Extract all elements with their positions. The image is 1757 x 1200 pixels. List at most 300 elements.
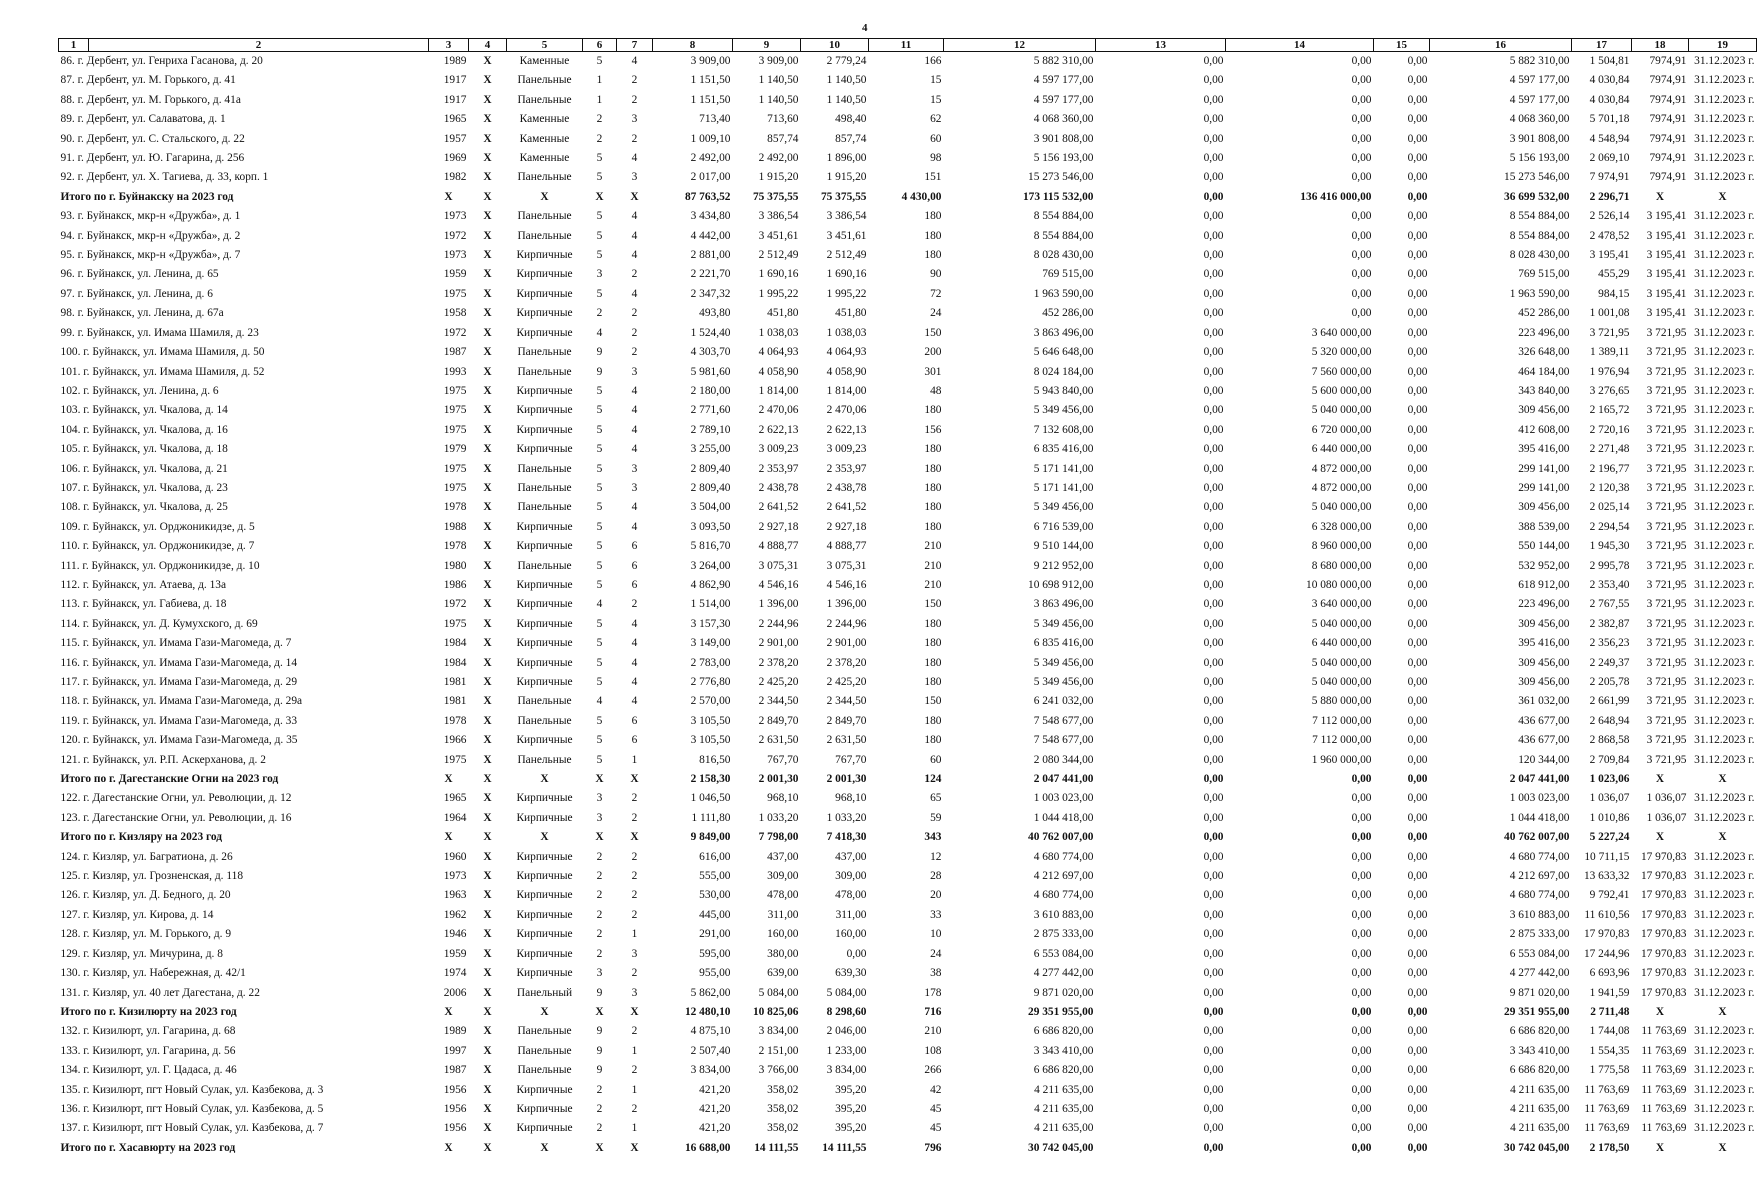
table-cell: 180	[924, 714, 942, 727]
table-cell: Кирпичные	[516, 326, 573, 339]
table-cell: 1973	[443, 870, 467, 883]
table-cell: 0,00	[1407, 792, 1428, 805]
address-cell: 109. г. Буйнакск, ул. Орджоникидзе, д. 5	[60, 520, 255, 533]
table-cell: 31.12.2023 г.	[1694, 287, 1755, 300]
table-cell: X	[1655, 1005, 1665, 1018]
table-cell: 9	[596, 1025, 603, 1038]
table-cell: 12	[930, 850, 942, 863]
table-cell: 6	[631, 559, 638, 572]
table-cell: 10 711,15	[1584, 850, 1630, 863]
table-cell: 3	[631, 113, 638, 126]
table-cell: 4 442,00	[690, 229, 731, 242]
table-cell: 5	[596, 249, 603, 262]
table-cell: 1 690,16	[758, 268, 799, 281]
table-cell: 3 009,23	[758, 443, 799, 456]
table-cell: X	[630, 1141, 639, 1154]
table-cell: 1 814,00	[758, 384, 799, 397]
table-cell: 3 451,61	[758, 229, 799, 242]
table-cell: 3 721,95	[1646, 326, 1687, 339]
table-cell: 5 171 141,00	[1033, 462, 1094, 475]
table-cell: 2 249,37	[1589, 656, 1630, 669]
table-cell: 8 680 000,00	[1311, 559, 1372, 572]
table-cell: X	[630, 773, 639, 786]
table-cell: 0,00	[1407, 462, 1428, 475]
address-cell: 124. г. Кизляр, ул. Багратиона, д. 26	[60, 850, 233, 863]
table-cell: 445,00	[699, 908, 731, 921]
table-cell: 1 036,07	[1646, 811, 1687, 824]
table-cell: X	[444, 831, 453, 844]
table-cell: 5 646 648,00	[1033, 346, 1094, 359]
table-cell: 2 165,72	[1589, 404, 1630, 417]
table-cell: 6 835 416,00	[1033, 443, 1094, 456]
table-cell: 1972	[443, 326, 467, 339]
table-cell: 3 009,23	[826, 443, 867, 456]
table-cell: 0,00	[1203, 443, 1224, 456]
table-cell: 1 003 023,00	[1033, 792, 1094, 805]
table-cell: 31.12.2023 г.	[1694, 481, 1755, 494]
table-cell: 5 040 000,00	[1311, 656, 1372, 669]
table-cell: 3 195,41	[1646, 249, 1687, 262]
table-cell: 6 835 416,00	[1033, 637, 1094, 650]
table-cell: 7 548 677,00	[1033, 734, 1094, 747]
table-cell: 2 047 441,00	[1509, 773, 1570, 786]
table-cell: 0,00	[1351, 870, 1372, 883]
table-row	[59, 110, 1757, 129]
table-cell: 15	[930, 74, 942, 87]
table-cell: Кирпичные	[516, 792, 573, 805]
table-cell: 1975	[443, 481, 467, 494]
column-header: 1	[59, 39, 89, 52]
table-cell: 1917	[443, 74, 467, 87]
table-cell: 3 721,95	[1589, 326, 1630, 339]
table-cell: 9	[596, 365, 603, 378]
table-cell: 2	[631, 1102, 638, 1115]
table-cell: 1 504,81	[1589, 55, 1630, 67]
table-cell: 0,00	[1407, 132, 1428, 145]
table-cell: 2 001,30	[826, 773, 867, 786]
table-cell: 31.12.2023 г.	[1694, 928, 1755, 941]
table-cell: 151	[924, 171, 942, 184]
table-cell: 0,00	[1203, 986, 1224, 999]
address-cell: 88. г. Дербент, ул. М. Горького, д. 41а	[60, 93, 241, 106]
table-cell: 3 093,50	[690, 520, 731, 533]
table-cell: 2 492,00	[690, 152, 731, 165]
table-row	[59, 595, 1757, 614]
column-header: 19	[1689, 39, 1757, 52]
table-cell: 4	[631, 443, 638, 456]
table-cell: 31.12.2023 г.	[1694, 714, 1755, 727]
table-row	[59, 363, 1757, 382]
table-cell: 87 763,52	[684, 190, 731, 203]
table-cell: 2 425,20	[758, 676, 799, 688]
table-cell: 1989	[443, 55, 467, 67]
table-cell: 3 721,95	[1646, 637, 1687, 650]
table-cell: 2 809,40	[690, 462, 731, 475]
table-cell: 0,00	[1407, 850, 1428, 863]
table-cell: 3 909,00	[690, 55, 731, 67]
table-cell: 493,80	[699, 307, 731, 320]
table-row	[59, 1061, 1757, 1080]
subtotal-row	[59, 1003, 1757, 1022]
table-cell: 0,00	[1203, 404, 1224, 417]
column-header: 15	[1374, 39, 1430, 52]
table-cell: 9	[596, 1064, 603, 1077]
table-cell: 7974,91	[1649, 55, 1687, 67]
page-number: 4	[862, 22, 868, 34]
table-cell: 5	[596, 443, 603, 456]
table-cell: 1981	[443, 695, 467, 708]
table-cell: X	[483, 734, 492, 747]
table-row	[59, 673, 1757, 692]
table-cell: 1980	[443, 559, 467, 572]
table-cell: 3 640 000,00	[1311, 326, 1372, 339]
table-cell: Кирпичные	[516, 540, 573, 553]
table-cell: Панельные	[517, 481, 572, 494]
table-cell: 713,60	[767, 113, 799, 126]
table-row	[59, 498, 1757, 517]
table-cell: 180	[924, 617, 942, 630]
table-cell: 15 273 546,00	[1504, 171, 1570, 184]
address-cell: 133. г. Кизилюрт, ул. Гагарина, д. 56	[60, 1044, 236, 1057]
table-cell: 0,00	[1407, 404, 1428, 417]
table-cell: 9	[596, 346, 603, 359]
table-cell: 2 438,78	[758, 481, 799, 494]
table-cell: 3 863 496,00	[1033, 326, 1094, 339]
table-cell: 17 970,83	[1640, 928, 1687, 941]
table-row	[59, 227, 1757, 246]
table-cell: 24	[930, 307, 942, 320]
column-header: 16	[1430, 39, 1572, 52]
table-cell: 11 610,56	[1584, 908, 1630, 921]
table-cell: Панельные	[517, 462, 572, 475]
table-cell: 4 862,90	[690, 578, 731, 591]
table-cell: 421,20	[699, 1122, 731, 1135]
table-cell: 11 763,69	[1584, 1083, 1630, 1096]
table-cell: 180	[924, 229, 942, 242]
table-cell: 31.12.2023 г.	[1694, 443, 1755, 456]
table-cell: 2	[631, 93, 638, 106]
table-cell: 1964	[443, 811, 467, 824]
table-cell: 0,00	[1407, 1122, 1428, 1135]
table-cell: 1965	[443, 113, 467, 126]
table-cell: 3 721,95	[1646, 617, 1687, 630]
table-cell: 9	[596, 986, 603, 999]
table-cell: 2	[631, 889, 638, 902]
table-cell: 1973	[443, 210, 467, 223]
table-row	[59, 246, 1757, 265]
table-cell: 1 140,50	[826, 74, 867, 87]
table-cell: X	[483, 656, 492, 669]
table-cell: 2 779,24	[826, 55, 867, 67]
table-cell: 31.12.2023 г.	[1694, 404, 1755, 417]
table-cell: 8 298,60	[826, 1005, 867, 1018]
table-cell: X	[483, 753, 492, 766]
table-cell: 0,00	[1407, 307, 1428, 320]
table-cell: X	[1655, 831, 1665, 844]
table-cell: 31.12.2023 г.	[1694, 1064, 1755, 1077]
table-cell: 5	[596, 171, 603, 184]
table-row	[59, 848, 1757, 867]
table-cell: 4 680 774,00	[1033, 889, 1094, 902]
table-cell: 0,00	[1203, 346, 1224, 359]
table-cell: 24	[930, 947, 942, 960]
table-cell: 0,00	[1351, 74, 1372, 87]
table-cell: 0,00	[1203, 967, 1224, 980]
table-cell: 436 677,00	[1518, 714, 1570, 727]
table-cell: 1975	[443, 753, 467, 766]
table-cell: 464 184,00	[1518, 365, 1570, 378]
table-cell: 1 915,20	[758, 171, 799, 184]
table-cell: 0,00	[1407, 947, 1428, 960]
table-row	[59, 945, 1757, 964]
table-cell: 5 040 000,00	[1311, 404, 1372, 417]
column-header: 6	[583, 39, 617, 52]
subtotal-row	[59, 188, 1757, 207]
address-cell: 100. г. Буйнакск, ул. Имама Шамиля, д. 50	[60, 346, 265, 359]
table-cell: 0,00	[1407, 559, 1428, 572]
table-cell: 3 149,00	[690, 637, 731, 650]
table-cell: 4	[631, 152, 638, 165]
table-cell: 968,10	[835, 792, 867, 805]
table-cell: X	[483, 1044, 492, 1057]
table-cell: 124	[924, 773, 942, 786]
table-cell: 0,00	[1203, 481, 1224, 494]
table-cell: 15	[930, 93, 942, 106]
column-header: 9	[733, 39, 801, 52]
table-cell: 2 296,71	[1589, 190, 1630, 203]
table-cell: 7 112 000,00	[1312, 734, 1372, 747]
table-cell: 5	[596, 384, 603, 397]
address-cell: 112. г. Буйнакск, ул. Атаева, д. 13а	[60, 578, 227, 591]
table-cell: 0,00	[1407, 229, 1428, 242]
table-cell: 7 560 000,00	[1311, 365, 1372, 378]
table-cell: X	[1718, 773, 1727, 786]
table-cell: 3 610 883,00	[1033, 908, 1094, 921]
column-header: 2	[89, 39, 429, 52]
table-cell: X	[595, 190, 604, 203]
table-cell: 2 776,80	[690, 676, 731, 688]
table-cell: 4 888,77	[826, 540, 867, 553]
table-cell: 5	[596, 714, 603, 727]
table-cell: 2	[631, 74, 638, 87]
table-cell: X	[483, 249, 492, 262]
table-cell: 4 068 360,00	[1509, 113, 1570, 126]
table-cell: 31.12.2023 г.	[1694, 637, 1755, 650]
table-cell: 156	[924, 423, 942, 436]
table-cell: 11 763,69	[1641, 1044, 1687, 1057]
table-cell: 3 901 808,00	[1033, 132, 1094, 145]
table-cell: 0,00	[1351, 850, 1372, 863]
table-cell: 1 554,35	[1589, 1044, 1630, 1057]
table-cell: 3	[631, 365, 638, 378]
table-cell: Кирпичные	[516, 307, 573, 320]
table-cell: X	[483, 889, 492, 902]
table-cell: X	[483, 1064, 492, 1077]
address-cell: 106. г. Буйнакск, ул. Чкалова, д. 21	[60, 462, 228, 475]
table-cell: 1978	[443, 501, 467, 514]
table-cell: 2 901,00	[826, 637, 867, 650]
table-cell: 309,00	[767, 870, 799, 883]
table-cell: X	[444, 190, 453, 203]
table-cell: 2 221,70	[690, 268, 731, 281]
table-cell: 3	[631, 481, 638, 494]
table-cell: 4 058,90	[758, 365, 799, 378]
table-cell: 31.12.2023 г.	[1694, 986, 1755, 999]
table-cell: 595,00	[699, 947, 731, 960]
table-cell: 1 033,20	[758, 811, 799, 824]
table-cell: 5 320 000,00	[1311, 346, 1372, 359]
table-cell: 1987	[443, 1064, 467, 1077]
table-cell: 2 001,30	[758, 773, 799, 786]
table-cell: 343	[924, 831, 942, 844]
table-cell: 3 434,80	[690, 210, 731, 223]
table-cell: 2	[631, 1064, 638, 1077]
table-cell: 1	[631, 1044, 638, 1057]
table-cell: 2 378,20	[758, 656, 799, 669]
table-cell: 17 970,83	[1640, 850, 1687, 863]
table-cell: 4	[596, 598, 603, 611]
table-cell: 65	[930, 792, 942, 805]
table-cell: 555,00	[699, 870, 731, 883]
table-cell: 395 416,00	[1518, 443, 1570, 456]
table-cell: 1988	[443, 520, 467, 533]
table-cell: 2 196,77	[1589, 462, 1630, 475]
table-cell: X	[483, 695, 492, 708]
table-cell: 2 631,50	[758, 734, 799, 747]
table-cell: X	[483, 268, 492, 281]
table-cell: X	[483, 637, 492, 650]
table-cell: 180	[924, 462, 942, 475]
table-cell: 2 809,40	[690, 481, 731, 494]
table-row	[59, 537, 1757, 556]
table-cell: 1959	[443, 947, 467, 960]
table-cell: 395,20	[835, 1102, 867, 1115]
table-cell: 0,00	[1407, 1141, 1428, 1154]
table-cell: 5 040 000,00	[1311, 501, 1372, 514]
table-cell: 180	[924, 501, 942, 514]
table-cell: 0,00	[1407, 753, 1428, 766]
table-cell: 0,00	[1203, 520, 1224, 533]
table-cell: 0,00	[1407, 986, 1428, 999]
table-cell: 309 456,00	[1518, 656, 1570, 669]
table-cell: 3 386,54	[826, 210, 867, 223]
table-cell: 0,00	[1407, 501, 1428, 514]
table-cell: 291,00	[699, 928, 731, 941]
table-cell: 11 763,69	[1584, 1122, 1630, 1135]
table-cell: 1917	[443, 93, 467, 106]
table-cell: 1 915,20	[826, 171, 867, 184]
table-cell: 14 111,55	[754, 1141, 799, 1154]
table-cell: 0,00	[1351, 287, 1372, 300]
table-cell: 8 554 884,00	[1509, 229, 1570, 242]
table-cell: 2	[631, 811, 638, 824]
table-cell: 0,00	[1351, 229, 1372, 242]
table-cell: 2 047 441,00	[1033, 773, 1094, 786]
table-cell: 1 995,22	[758, 287, 799, 300]
table-cell: 3 195,41	[1646, 210, 1687, 223]
table-row	[59, 130, 1757, 149]
table-cell: 5	[596, 540, 603, 553]
table-cell: Кирпичные	[516, 1083, 573, 1096]
table-cell: 2 648,94	[1589, 714, 1630, 727]
table-cell: 2 347,32	[690, 287, 731, 300]
table-cell: 0,00	[1351, 249, 1372, 262]
table-cell: 1 976,94	[1589, 365, 1630, 378]
table-cell: 0,00	[1351, 1122, 1372, 1135]
table-cell: Каменные	[519, 152, 570, 165]
table-cell: 0,00	[1203, 384, 1224, 397]
table-cell: 10 080 000,00	[1306, 578, 1372, 591]
table-cell: 616,00	[699, 850, 731, 863]
table-cell: 380,00	[767, 947, 799, 960]
address-cell: 120. г. Буйнакск, ул. Имама Гази-Магомеда, д. 35	[60, 734, 298, 747]
table-cell: 3 721,95	[1646, 346, 1687, 359]
table-cell: 45	[930, 1122, 942, 1135]
address-cell: 108. г. Буйнакск, ул. Чкалова, д. 25	[60, 501, 228, 514]
table-cell: 3 276,65	[1589, 384, 1630, 397]
table-cell: 2 294,54	[1589, 520, 1630, 533]
table-cell: X	[595, 1141, 604, 1154]
table-cell: 2 470,06	[826, 404, 867, 417]
address-cell: 135. г. Кизилюрт, пгт Новый Сулак, ул. Казбекова, д. 3	[60, 1083, 324, 1096]
table-cell: 5 349 456,00	[1033, 501, 1094, 514]
table-cell: 5	[596, 637, 603, 650]
table-cell: 311,00	[767, 908, 799, 921]
table-cell: 10 825,06	[752, 1005, 799, 1018]
table-cell: 0,00	[1407, 74, 1428, 87]
table-cell: 42	[930, 1083, 942, 1096]
table-cell: 2 492,00	[758, 152, 799, 165]
table-cell: 3	[631, 986, 638, 999]
table-cell: 4 211 635,00	[1034, 1102, 1094, 1115]
table-cell: 2 631,50	[826, 734, 867, 747]
table-cell: 17 970,83	[1583, 928, 1630, 941]
table-cell: 8 554 884,00	[1033, 229, 1094, 242]
table-cell: 6 686 820,00	[1033, 1025, 1094, 1038]
table-cell: 3 901 808,00	[1509, 132, 1570, 145]
table-cell: 4	[631, 501, 638, 514]
table-row	[59, 382, 1757, 401]
table-cell: 0,00	[1203, 229, 1224, 242]
address-cell: 113. г. Буйнакск, ул. Габиева, д. 18	[60, 598, 227, 611]
table-cell: 5	[596, 501, 603, 514]
table-cell: 1965	[443, 792, 467, 805]
table-cell: 0,00	[1407, 617, 1428, 630]
table-cell: 3 766,00	[758, 1064, 799, 1077]
table-cell: 4	[631, 656, 638, 669]
subtotal-row	[59, 770, 1757, 789]
table-cell: 437,00	[835, 850, 867, 863]
table-cell: 0,00	[1407, 268, 1428, 281]
table-cell: 1975	[443, 287, 467, 300]
table-cell: 358,02	[767, 1102, 799, 1115]
table-cell: 452 286,00	[1518, 307, 1570, 320]
table-cell: 1 396,00	[826, 598, 867, 611]
column-header: 3	[429, 39, 469, 52]
table-cell: 31.12.2023 г.	[1694, 1025, 1755, 1038]
table-cell: 1	[631, 1083, 638, 1096]
table-cell: X	[483, 870, 492, 883]
table-cell: 200	[924, 346, 942, 359]
table-cell: 5 816,70	[690, 540, 731, 553]
table-cell: 451,80	[835, 307, 867, 320]
table-cell: 98	[930, 152, 942, 165]
table-cell: 2 158,30	[690, 773, 731, 786]
table-cell: 223 496,00	[1518, 326, 1570, 339]
table-cell: 452 286,00	[1042, 307, 1094, 320]
table-cell: 0,00	[1351, 1102, 1372, 1115]
table-cell: X	[630, 1005, 639, 1018]
